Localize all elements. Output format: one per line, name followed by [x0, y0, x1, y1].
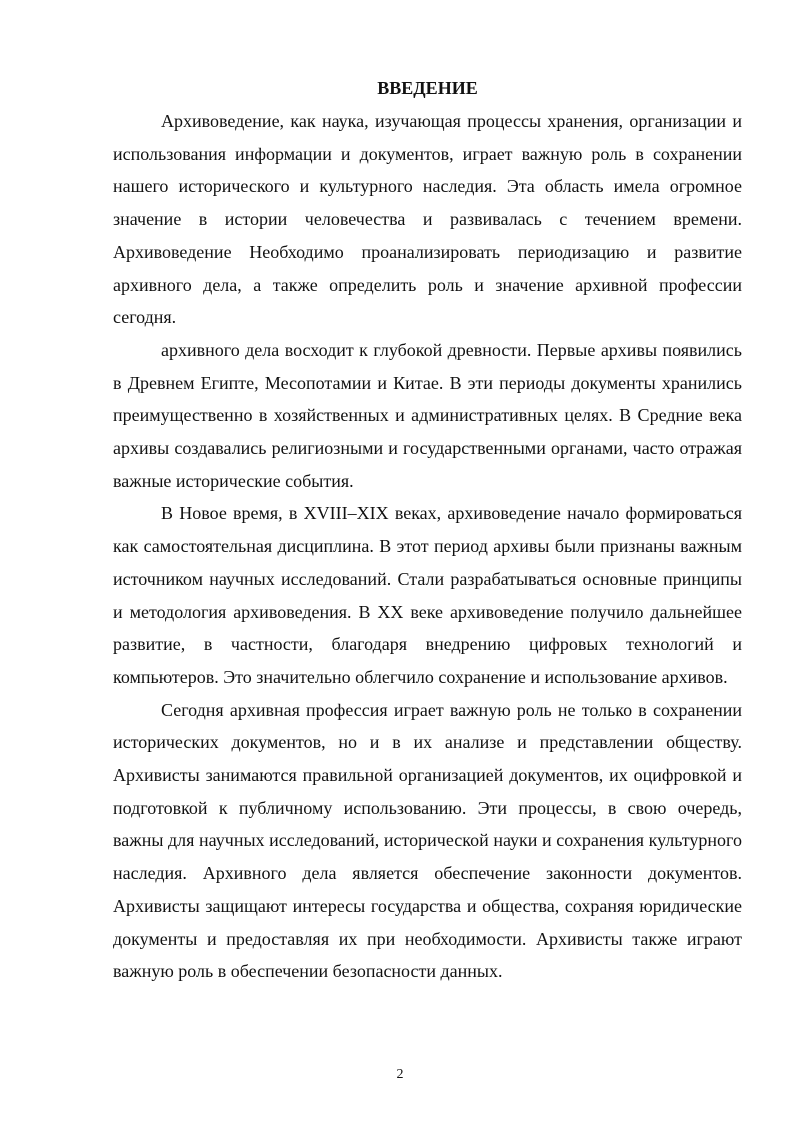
paragraph-ancient-history: архивного дела восходит к глубокой древности. Первые архивы появились в Древнем Египте, Месопотамии и Китае. В эти периоды документы хранились преимущественно в хозяйственных и административных целях. В Средние века архивы создавались религиозными и государственными органами, часто отражая важные исторические события. — [113, 339, 742, 491]
document-page — [113, 74, 742, 988]
paragraph-present-day: Сегодня архивная профессия играет важную роль не только в сохранении исторических документов, но и в их анализе и представлении обществу. Архивисты занимаются правильной организацией документов, их оцифровкой и подготовкой к публичному использованию. Эти процессы, в свою очередь, важны для научных исследований, исторической науки и сохранения культурного наследия. Архивного дела является обеспечение законности документов. Архивисты защищают интересы государства и общества, сохраняя юридические документы и предоставляя их при необходимости. Архивисты также играют важную роль в обеспечении безопасности данных. — [113, 699, 742, 982]
paragraph-intro: Архивоведение, как наука, изучающая процессы хранения, организации и использования информации и документов, играет важную роль в сохранении нашего исторического и культурного наследия. Эта область имела огромное значение в истории человечества и развивалась с течением времени. Архивоведение Необходимо проанализировать периодизацию и развитие архивного дела, а также определить роль и значение архивной профессии сегодня. — [113, 111, 742, 328]
paragraph-modern-era: В Новое время, в XVIII–XIX веках, архивоведение начало формироваться как самостоятельная дисциплина. В этот период архивы были признаны важным источником научных исследований. Стали разрабатываться основные принципы и методология архивоведения. В XX веке архивоведение получило дальнейшее развитие, в частности, благодаря внедрению цифровых технологий и компьютеров. Это значительно облегчило сохранение и использование архивов. — [113, 503, 742, 687]
page-number: 2 — [396, 1067, 404, 1082]
document-title: ВВЕДЕНИЕ — [377, 78, 478, 98]
